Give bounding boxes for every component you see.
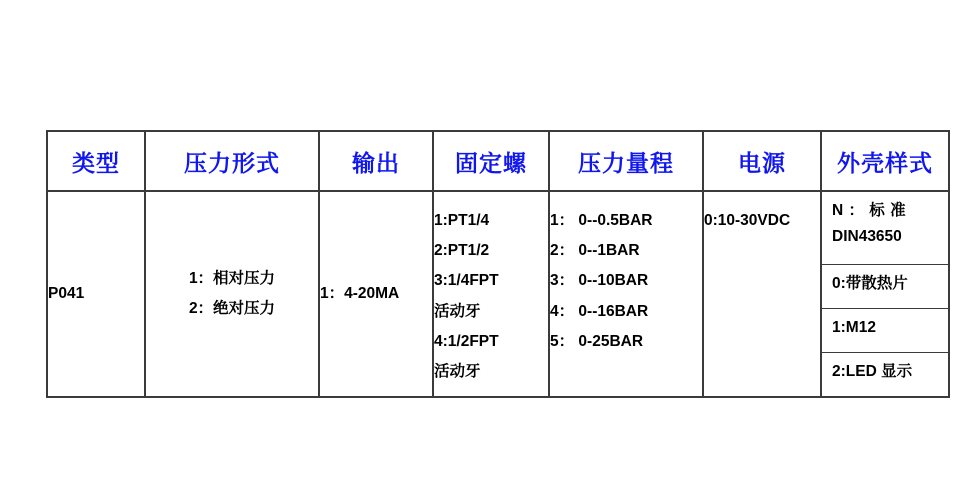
thread-line-5: 4:1/2FPT [434, 332, 499, 350]
product-spec-table [46, 130, 950, 398]
housing-m12-line: 1:M12 [832, 319, 876, 337]
table-header-row [47, 131, 949, 191]
pressure-range-line-5: 5： 0-25BAR [550, 332, 644, 350]
thread-line-6: 活动牙 [434, 363, 481, 381]
housing-standard-line-2: DIN43650 [832, 228, 902, 246]
cell-pressure-form [145, 191, 319, 397]
thread-line-1: 1:PT1/4 [434, 212, 490, 229]
pressure-range-line-2: 2： 0--1BAR [550, 242, 640, 260]
housing-heatsink-line: 0:带散热片 [832, 275, 908, 293]
pressure-form-line-1: 1：相对压力 [188, 269, 276, 287]
power-line-1: 0:10-30VDC [704, 212, 791, 229]
type-line-1: P041 [48, 284, 85, 302]
cell-thread [433, 191, 549, 397]
thread-line-2: 2:PT1/2 [434, 242, 490, 260]
thread-line-4: 活动牙 [434, 302, 481, 320]
cell-pressure-range [549, 191, 703, 397]
housing-option-row [822, 309, 948, 353]
housing-option-row [822, 265, 948, 309]
housing-option-row [822, 353, 948, 396]
table-body [47, 191, 949, 397]
pressure-range-line-3: 3： 0--10BAR [550, 272, 649, 290]
table-header-row-group [47, 131, 949, 191]
housing-style-subtable [822, 192, 948, 396]
header-pressure-form: 压力形式 [145, 131, 319, 191]
cell-type [47, 191, 145, 397]
housing-option-m12 [822, 309, 948, 353]
cell-power [703, 191, 821, 397]
header-housing-style: 外壳样式 [821, 131, 949, 191]
table-row [47, 191, 949, 397]
housing-option-standard [822, 192, 948, 265]
pressure-form-line-2: 2：绝对压力 [188, 300, 276, 317]
header-type: 类型 [47, 131, 145, 191]
header-power: 电源 [703, 131, 821, 191]
pressure-range-line-1: 1： 0--0.5BAR [550, 212, 653, 229]
header-pressure-range: 压力量程 [549, 131, 703, 191]
housing-led-line: 2:LED 显示 [832, 363, 913, 381]
header-output: 输出 [319, 131, 433, 191]
housing-standard-line-1: N ： 标 准 [832, 202, 907, 219]
housing-option-row [822, 192, 948, 265]
cell-output [319, 191, 433, 397]
output-line-1: 1：4-20MA [320, 284, 400, 302]
housing-option-heatsink [822, 265, 948, 309]
cell-housing-style [821, 191, 949, 397]
housing-option-led [822, 353, 948, 396]
pressure-range-line-4: 4： 0--16BAR [550, 302, 649, 320]
thread-line-3: 3:1/4FPT [434, 272, 499, 290]
header-thread: 固定螺 [433, 131, 549, 191]
